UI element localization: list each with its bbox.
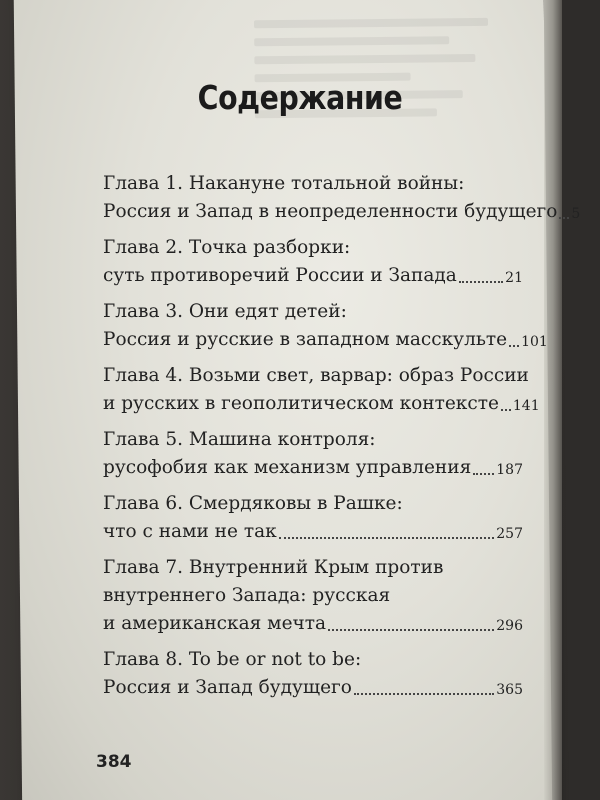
dot-leader — [509, 345, 519, 347]
toc-entry — [103, 234, 523, 290]
toc-entry-line: Глава 1. Накануне тотальной войны: — [103, 173, 465, 194]
toc-entry-text: Россия и Запад будущего — [103, 677, 352, 698]
toc-entry-line: Глава 5. Машина контроля: — [103, 429, 376, 450]
toc-entry-last-line — [103, 610, 523, 638]
page-edge — [544, 0, 562, 800]
toc-entry-line: Глава 7. Внутренний Крым против — [103, 557, 444, 578]
toc-page-number: 21 — [505, 270, 523, 286]
toc-entry-line: Глава 6. Смердяковы в Рашке: — [103, 493, 403, 514]
toc-entry — [103, 362, 540, 418]
dot-leader — [473, 473, 494, 475]
toc-entry — [103, 554, 523, 638]
dot-leader — [279, 537, 495, 539]
toc-entry — [103, 426, 523, 482]
toc-entry-line: Глава 4. Возьми свет, варвар: образ России — [103, 365, 529, 386]
toc-page-number: 141 — [512, 398, 540, 414]
dot-leader — [328, 629, 494, 631]
toc-entry-last-line — [103, 454, 523, 482]
toc-entry-text: Россия и русские в западном масскульте — [103, 329, 508, 350]
toc-page-number: 187 — [496, 462, 523, 478]
toc-entry — [103, 298, 548, 354]
toc-entry-text: Россия и Запад в неопределенности будущего — [103, 201, 558, 222]
toc-entry — [103, 646, 523, 702]
toc-entry-last-line — [103, 518, 523, 546]
toc-entry-text: русофобия как механизм управления — [103, 457, 472, 478]
toc-entry-line: Глава 8. To be or not to be: — [103, 649, 362, 670]
dot-leader — [459, 281, 503, 283]
toc-entry-text: суть противоречий России и Запада — [103, 265, 457, 286]
dot-leader — [501, 409, 511, 411]
toc-page-number: 296 — [496, 618, 523, 634]
toc-page-number: 5 — [571, 206, 581, 222]
toc-page-number: 257 — [496, 526, 523, 542]
page-number: 384 — [96, 752, 132, 772]
dot-leader — [559, 217, 569, 219]
toc-entry-line: Глава 2. Точка разборки: — [103, 237, 351, 258]
page-title: Содержание — [197, 78, 403, 117]
toc-page-number: 101 — [521, 334, 548, 350]
toc-entry-text: и американская мечта — [103, 613, 327, 634]
table-of-contents — [103, 170, 581, 710]
toc-entry-line: внутреннего Запада: русская — [103, 585, 391, 606]
toc-entry — [103, 170, 581, 226]
dot-leader — [354, 693, 494, 695]
toc-entry-last-line — [103, 262, 523, 290]
toc-entry-last-line — [103, 198, 581, 226]
toc-entry-last-line — [103, 390, 540, 418]
toc-page-number: 365 — [496, 682, 523, 698]
toc-entry — [103, 490, 523, 546]
toc-entry-text: что с нами не так — [103, 521, 277, 542]
toc-entry-text: и русских в геополитическом контексте — [103, 393, 499, 414]
toc-entry-last-line — [103, 326, 548, 354]
toc-entry-last-line — [103, 674, 523, 702]
toc-entry-line: Глава 3. Они едят детей: — [103, 301, 347, 322]
